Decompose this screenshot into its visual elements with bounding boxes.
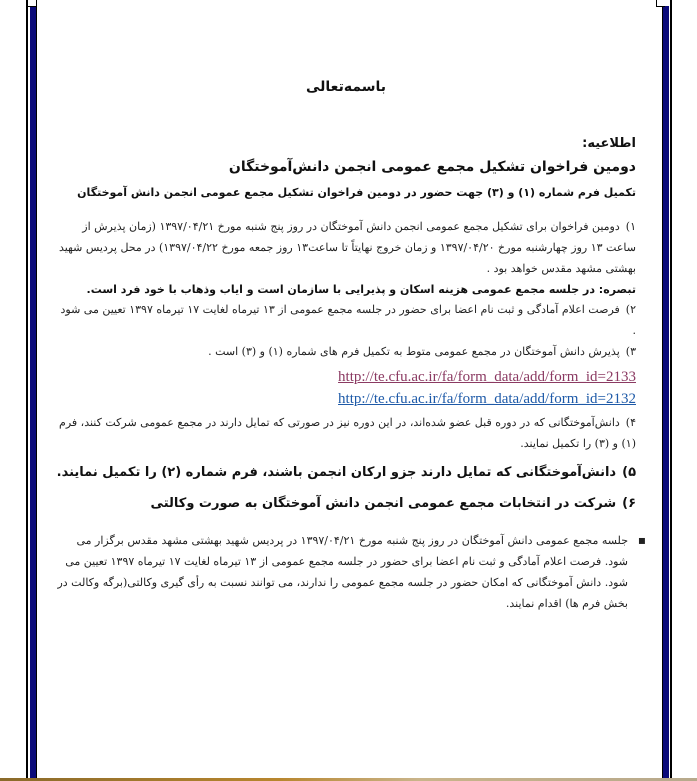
item-number: ۳) bbox=[625, 345, 636, 358]
note-text: تبصره: در جلسه مجمع عمومی هزینه اسکان و پذیرایی با سازمان است و ایاب وذهاب با خود فرد است. bbox=[86, 283, 636, 296]
page-frame-left-thin bbox=[36, 6, 37, 778]
item-text: دانش‌آموختگانی که در دوره قبل عضو شده‌اند، در این دوره نیز در صورتی که تمایل دارند در مجمع عمومی شرکت کنند، فرم (۱) و (۳) را تکمیل نمایند. bbox=[59, 416, 636, 450]
page-frame-right-thin bbox=[662, 6, 663, 778]
item-number: ۶) bbox=[622, 496, 636, 511]
document-title: دومین فراخوان تشکیل مجمع عمومی انجمن دانش‌آموختگان bbox=[228, 159, 636, 175]
list-item-4 bbox=[56, 412, 636, 454]
page-frame-right bbox=[663, 6, 669, 778]
frame-corner-left bbox=[28, 0, 37, 7]
document-heading: باسمه‌تعالی bbox=[306, 79, 386, 95]
item-number: ۱) bbox=[625, 220, 636, 233]
bullet-icon: ▪ bbox=[637, 533, 646, 547]
item-number: ۲) bbox=[625, 303, 636, 316]
list-item-1 bbox=[56, 216, 636, 279]
list-item-3 bbox=[56, 341, 636, 362]
item-text: دانش‌آموختگانی که تمایل دارند جزو ارکان انجمن باشند، فرم شماره (۲) را تکمیل نمایند. bbox=[56, 465, 617, 480]
frame-corner-right bbox=[656, 0, 665, 7]
document-subtitle: تکمیل فرم شماره (۱) و (۳) جهت حضور در دومین فراخوان تشکیل مجمع عمومی انجمن دانش آموختگان bbox=[77, 186, 636, 199]
bullet-paragraph bbox=[56, 530, 646, 614]
item-number: ۵) bbox=[622, 465, 636, 480]
form-link-2133[interactable]: http://te.cfu.ac.ir/fa/form_data/add/form_id=2133 bbox=[338, 369, 636, 385]
form-links bbox=[56, 366, 636, 410]
notice-label: اطلاعیه: bbox=[582, 136, 636, 151]
item-text: پذیرش دانش آموختگان در مجمع عمومی متوط به تکمیل فرم های شماره (۱) و (۳) است . bbox=[208, 345, 620, 358]
list-item-2 bbox=[56, 299, 636, 341]
page-frame-right-outer bbox=[670, 0, 672, 778]
form-link-2132[interactable]: http://te.cfu.ac.ir/fa/form_data/add/form_id=2132 bbox=[338, 391, 636, 407]
note-item bbox=[56, 281, 636, 299]
page-frame-left-outer bbox=[26, 0, 28, 778]
item-text: فرصت اعلام آمادگی و ثبت نام اعضا برای حضور در جلسه مجمع عمومی از ۱۳ تیرماه لغایت ۱۷ تیرماه ۱۳۹۷ تعیین می شود . bbox=[60, 303, 636, 337]
list-item-6 bbox=[56, 493, 636, 514]
list-item-5 bbox=[56, 462, 636, 483]
document-body bbox=[56, 76, 646, 614]
item-number: ۴) bbox=[625, 416, 636, 429]
item-text: دومین فراخوان برای تشکیل مجمع عمومی انجمن دانش آموختگان در روز پنج شنبه مورخ ۱۳۹۷/۰۴/۲۱ (زمان پذیرش از ساعت ۱۳ روز چهارشنبه مورخ ۱۳۹۷/۰۴/۲۰ و زمان خروج نهایتاً تا ساعت۱۳ روز جمعه مورخ ۱۳۹۷/۰۴/۲۲) در محل پردیس شهید بهشتی مشهد مقدس خواهد بود . bbox=[58, 220, 636, 275]
bullet-text: جلسه مجمع عمومی دانش آموختگان در روز پنج شنبه مورخ ۱۳۹۷/۰۴/۲۱ در پردیس شهید بهشتی مشهد مقدس برگزار می شود. فرصت اعلام آمادگی و ثبت نام اعضا برای حضور در جلسه مجمع عمومی از ۱۳ تیرماه لغایت ۱۷ تیرماه ۱۳۹۷ تعیین می شود. دانش آموختگانی که امکان حضور در جلسه مجمع عمومی را ندارند، می توانند نسبت به رأی گیری وکالتی(برگه وکالت در بخش فرم ها) اقدام نمایند. bbox=[57, 534, 628, 610]
item-text: شرکت در انتخابات مجمع عمومی انجمن دانش آموختگان به صورت وکالتی bbox=[150, 496, 617, 511]
